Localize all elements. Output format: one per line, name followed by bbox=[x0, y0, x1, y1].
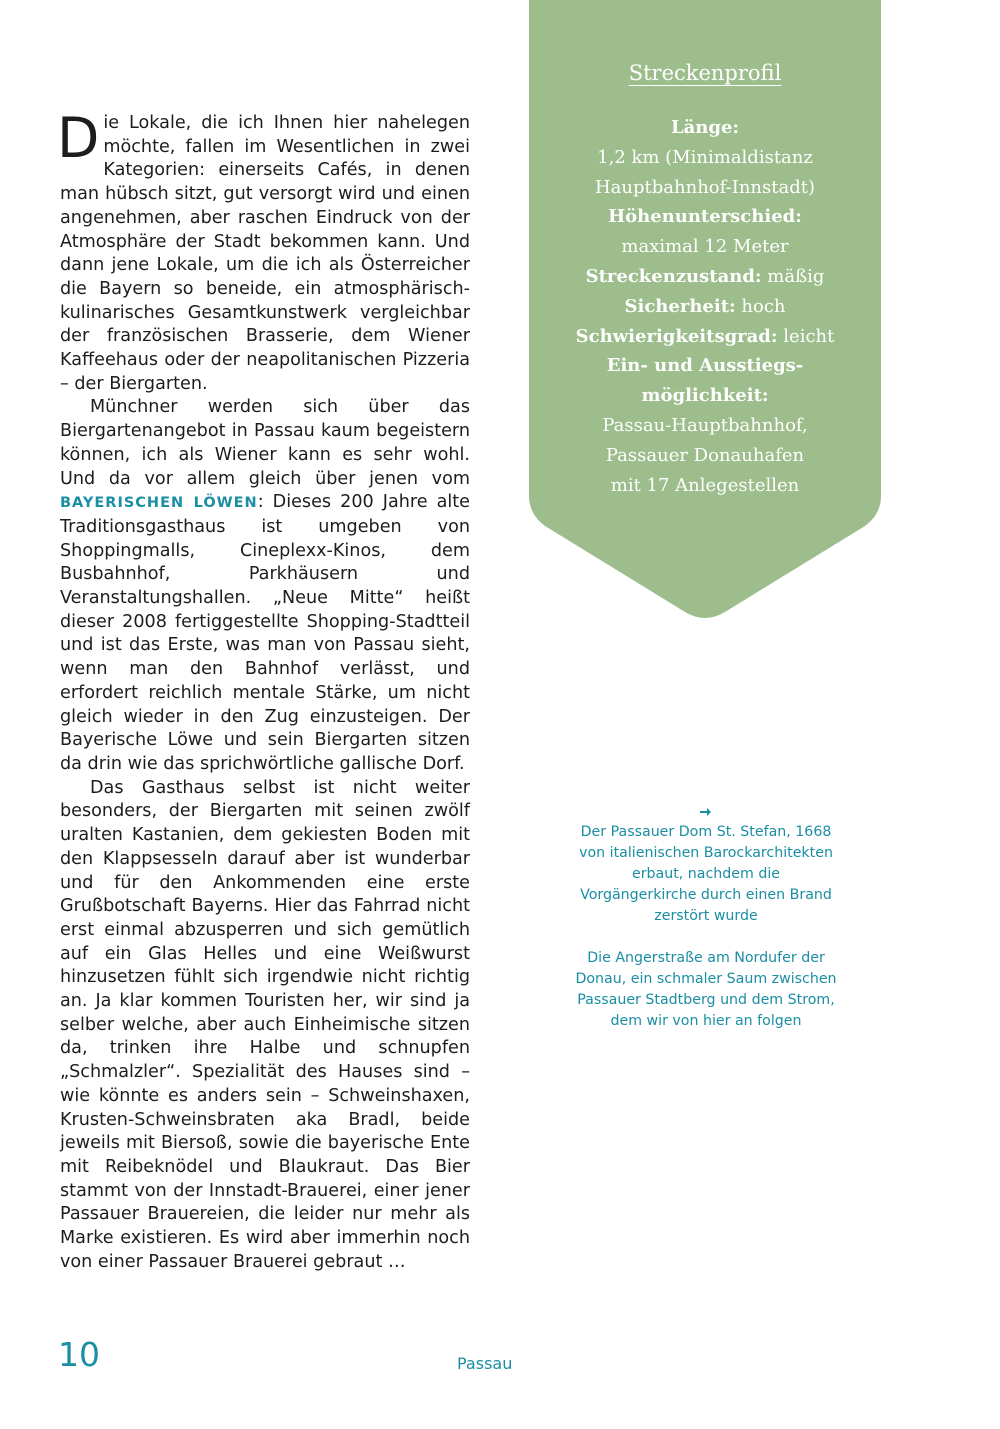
paragraph-2-text-before: Münchner werden sich über das Biergartenangebot in Passau kaum begeistern können, ich als Wiener kann es sehr wohl. Und da vor allem gleich über jenen vom bbox=[60, 397, 470, 489]
caption-dom: Der Passauer Dom St. Stefan, 1668 von italienischen Barockarchitekten erbaut, nachdem die Vorgängerkirche durch einen Brand zerstört wurde bbox=[579, 824, 833, 924]
profile-details bbox=[529, 113, 881, 500]
access-value-3: mit 17 Anlegestellen bbox=[610, 474, 800, 496]
profile-title: Streckenprofil bbox=[628, 61, 782, 85]
highlight-restaurant-name: BAYERISCHEN LÖWEN bbox=[60, 495, 258, 512]
paragraph-2 bbox=[60, 396, 470, 776]
length-value-1: 1,2 km (Minimaldistanz bbox=[597, 146, 813, 168]
length-label-line bbox=[529, 113, 881, 143]
paragraph-1-text: ie Lokale, die ich Ihnen hier nahelegen möchte, fallen im Wesentlichen in zwei Kategorien: einerseits Cafés, in denen man hübsch sitzt, gut versorgt wird und einen angenehmen, aber raschen Eindruck von der Atmosphäre der Stadt bekommen kann. Und dann jene Lokale, um die ich als Österreicher die Bayern so beneide, ein atmosphärisch-kulinarisches Gesamtkunstwerk vergleichbar der französischen Brasserie, dem Wiener Kaffeehaus oder der neapolitanischen Pizzeria – der Biergarten. bbox=[60, 113, 470, 394]
access-label-line-2 bbox=[529, 381, 881, 411]
condition-line bbox=[529, 262, 881, 292]
elevation-value: maximal 12 Meter bbox=[621, 236, 789, 258]
paragraph-2-text-after: : Dieses 200 Jahre alte Traditionsgasthaus ist umgeben von Shoppingmalls, Cineplexx-Kinos, dem Busbahnhof, Parkhäusern und Veranstaltungshallen. „Neue Mitte“ heißt dieser 2008 fertiggestellte Shopping-Stadtteil und ist das Erste, was man von Passau sieht, wenn man den Bahnhof verlässt, und erfordert reichlich mentale Stärke, um nicht gleich wieder in den Zug einzusteigen. Der Bayerische Löwe und sein Biergarten sitzen da drin wie das sprichwörtliche gallische Dorf. bbox=[60, 492, 470, 774]
access-label-1: Ein- und Ausstiegs- bbox=[606, 355, 804, 377]
condition-label: Streckenzustand: bbox=[585, 265, 762, 287]
caption-angerstrasse: Die Angerstraße am Nordufer der Donau, ein schmaler Saum zwischen Passauer Stadtberg und dem Strom, dem wir von hier an folgen bbox=[575, 950, 837, 1029]
image-captions bbox=[575, 806, 837, 1032]
access-value-2: Passauer Donauhafen bbox=[605, 444, 805, 466]
access-label-line-1 bbox=[529, 351, 881, 381]
length-value-2: Hauptbahnhof-Innstadt) bbox=[594, 176, 816, 198]
arrow-right-icon bbox=[575, 806, 837, 822]
access-label-2: möglichkeit: bbox=[641, 385, 769, 407]
safety-value: hoch bbox=[741, 295, 786, 317]
elevation-label-line bbox=[529, 202, 881, 232]
condition-value: mäßig bbox=[767, 265, 825, 287]
running-title: Passau bbox=[457, 1354, 513, 1373]
safety-label: Sicherheit: bbox=[624, 295, 736, 317]
page-number: 10 bbox=[58, 1335, 100, 1374]
paragraph-1 bbox=[57, 106, 470, 396]
difficulty-label: Schwierigkeitsgrad: bbox=[575, 325, 778, 347]
access-value-1: Passau-Hauptbahnhof, bbox=[602, 414, 808, 436]
main-text-column bbox=[57, 106, 470, 1274]
safety-line bbox=[529, 292, 881, 322]
difficulty-line bbox=[529, 322, 881, 352]
paragraph-3: Das Gasthaus selbst ist nicht weiter besonders, der Biergarten mit seinen zwölf uralten Kastanien, dem gekiesten Boden mit den Klappsesseln darauf aber ist wunderbar und für den Ankommenden eine erste Grußbotschaft Bayerns. Hier das Fahrrad nicht erst einmal abzusperren und sich gemütlich auf ein Glas Helles und eine Weißwurst hinzusetzen fühlt sich irgendwie nicht richtig an. Ja klar kommen Touristen her, wir sind ja selber welche, aber auch Einheimische sitzen da, trinken ihre Halbe und schnupfen „Schmalzler“. Spezialität des Hauses sind – wie könnte es anders sein – Schweinshaxen, Krusten-Schweinsbraten aka Bradl, beide jeweils mit Biersoß, sowie die bayerische Ente mit Reibeknödel und Blaukraut. Das Bier stammt von der Innstadt-Brauerei, einer jener Passauer Brauereien, die leider nur mehr als Marke existieren. Es wird aber immerhin noch von einer Passauer Brauerei gebraut … bbox=[60, 777, 470, 1272]
length-label: Länge: bbox=[670, 117, 740, 138]
difficulty-value: leicht bbox=[783, 325, 835, 347]
elevation-label: Höhenunterschied: bbox=[608, 206, 802, 228]
drop-cap: D bbox=[57, 106, 100, 170]
